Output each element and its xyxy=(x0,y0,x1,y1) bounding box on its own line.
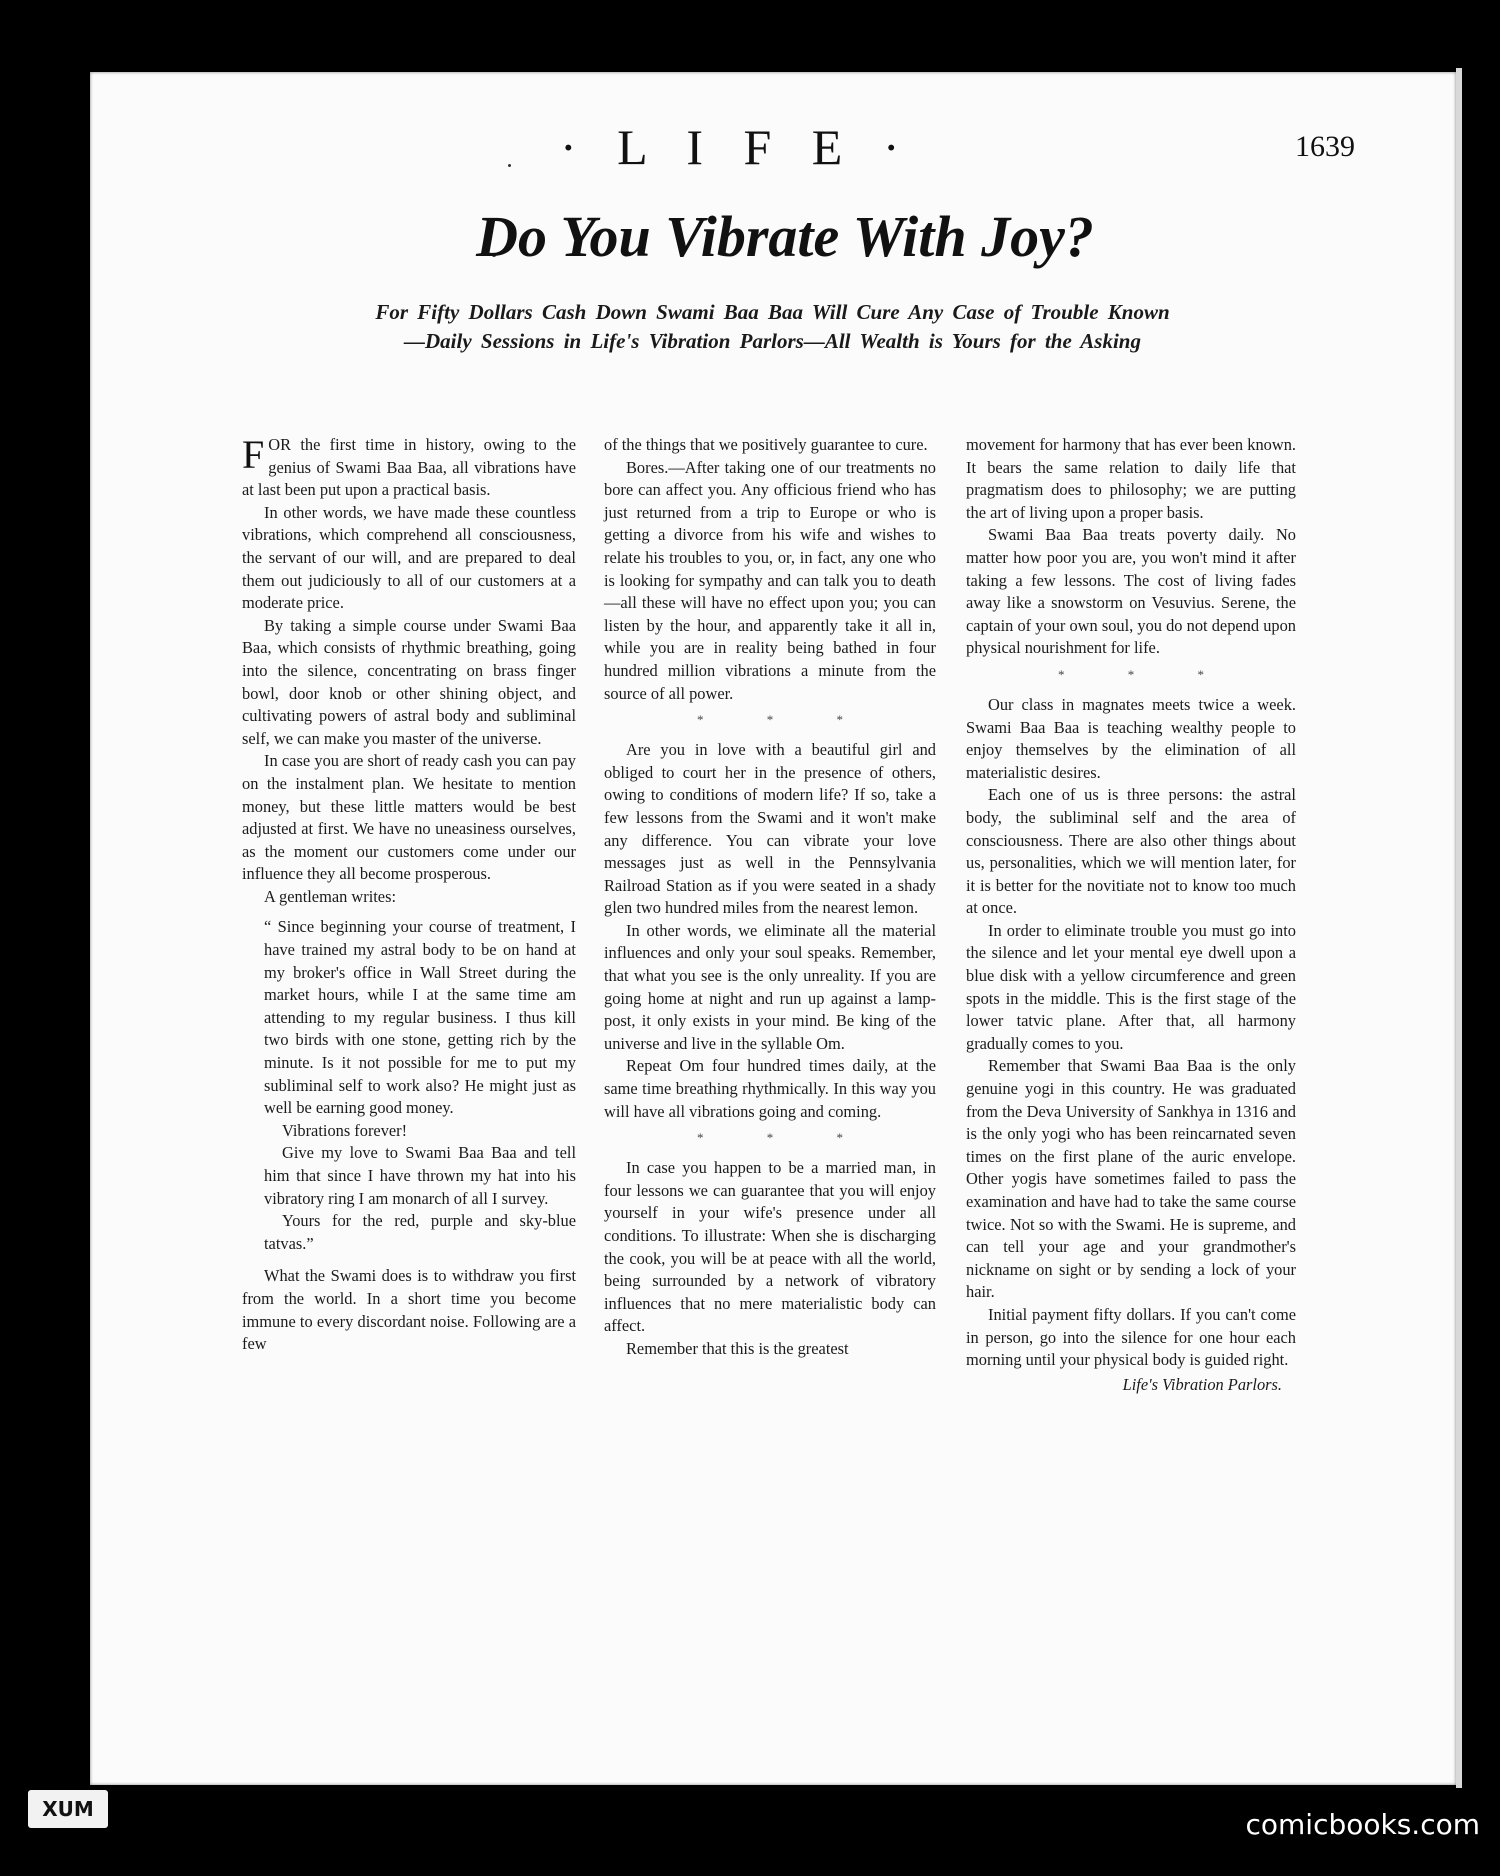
paragraph: Initial payment fifty dollars. If you can't come in person, go into the silence for one hour each morning until your physical body is guided right. xyxy=(966,1304,1296,1370)
paragraph: Bores.—After taking one of our treatments no bore can affect you. Any officious friend who has just returned from a trip to Europe or who is getting a divorce from his wife and wishes to relate his troubles to you, or, in fact, any one who is looking for sympathy and can talk you to death—all these will have no effect upon you; you can listen by the hour, and apparently take it all in, while you are in reality being bathed in four hundred million vibrations a minute from the source of all power. xyxy=(604,457,936,703)
paragraph: In other words, we have made these countless vibrations, which comprehend all consciousness, the servant of our will, and are prepared to deal them out judiciously to all of our customers at a moderate price. xyxy=(242,502,576,613)
paragraph: Are you in love with a beautiful girl and obliged to court her in the presence of others, owing to conditions of modern life? If so, take a few lessons from the Swami and it won't make any difference. You can vibrate your love messages just as well in the Pennsylvania Railroad Station as if you were seated in a shady glen two hundred miles from the nearest lemon. xyxy=(604,740,936,918)
article-headline: Do You Vibrate With Joy? xyxy=(476,204,1094,269)
paragraph: In order to eliminate trouble you must go into the silence and let your mental eye dwell upon a blue disk with a yellow circumference and green spots in the middle. This is the first stage of the lower tatvic plane. After that, all harmony gradually comes to you. xyxy=(966,920,1296,1053)
paragraph: Remember that this is the greatest xyxy=(626,1338,849,1358)
paragraph: Swami Baa Baa treats poverty daily. No matter how poor you are, you won't mind it after taking a few lessons. The cost of living fades away like a snowstorm on Vesuvius. Serene, the captain of your own soul, you do not depend upon physical nourishment for life. xyxy=(966,525,1296,658)
quote-paragraph: Yours for the red, purple and sky-blue tatvas.” xyxy=(264,1211,576,1253)
paragraph: of the things that we positively guarantee to cure. xyxy=(604,435,928,454)
paragraph: Remember that Swami Baa Baa is the only genuine yogi in this country. He was graduated from the Deva University of Sankhya in 1316 and is the only yogi who has been reincarnated seven times on the first plane of the auric envelope. Other yogis have sometimes failed to pass the examination and have had to take the same course twice. Not so with the Swami. He is supreme, and can tell your age and your grandmother's nickname on sight or by sending a lock of your hair. xyxy=(966,1056,1296,1302)
page-number: 1639 xyxy=(1295,130,1355,163)
article-subhead xyxy=(280,298,1265,356)
section-divider: * * * xyxy=(1058,666,1234,682)
page-edge xyxy=(1456,68,1462,1788)
paragraph: A gentleman writes: xyxy=(264,886,397,906)
paragraph: Each one of us is three persons: the astral body, the subliminal self and the area of consciousness. There are also other things about us, personalities, which we will mention later, for it is better for the novitiate not to know too much at once. xyxy=(966,785,1296,918)
paragraph-text: OR the first time in history, owing to the genius of Swami Baa Baa, all vibrations have at last been put upon a practical basis. xyxy=(242,435,576,500)
section-divider: * * * xyxy=(697,1130,873,1146)
paragraph: In case you happen to be a married man, in four lessons we can guarantee that you will enjoy yourself in your wife's presence under all conditions. To illustrate: When she is discharging the cook, you will be at peace with all the world, being surrounded by a network of vibratory influences that no mere materialistic body can affect. xyxy=(604,1158,936,1336)
letter-quote xyxy=(264,916,576,1255)
archive-tag: XUM xyxy=(28,1790,108,1828)
quote-paragraph: “ Since beginning your course of treatment, I have trained my astral body to be on hand at my broker's office in Wall Street during the market hours, while I at the same time am attending to my regular business. I thus kill two birds with one stone, getting rich by the minute. Is it not possible for me to put my subliminal self to work also? He might just as well be earning good money. xyxy=(264,917,576,1118)
ink-speck xyxy=(508,164,511,167)
subhead-line: For Fifty Dollars Cash Down Swami Baa Baa Will Cure Any Case of Trouble Known xyxy=(375,300,1170,324)
paragraph: In other words, we eliminate all the material influences and only your soul speaks. Remember, that what you see is the only unreality. If you are going home at night and run up against a lamp-post, it only exists in your mind. Be king of the universe and live in the syllable Om. xyxy=(604,920,936,1053)
article-column-3 xyxy=(966,434,1296,1396)
watermark: comicbooks.com xyxy=(1245,1808,1480,1841)
paragraph: movement for harmony that has ever been known. It bears the same relation to daily life that pragmatism does to philosophy; we are putting the art of living upon a proper basis. xyxy=(966,435,1296,522)
quote-paragraph: Vibrations forever! xyxy=(282,1120,408,1140)
paragraph: In case you are short of ready cash you can pay on the instalment plan. We hesitate to mention money, but these little matters would be best adjusted at first. We have no uneasiness ourselves, as the moment our customers come under our influence they all become prosperous. xyxy=(242,751,576,884)
paragraph: By taking a simple course under Swami Baa Baa, which consists of rhythmic breathing, going into the silence, concentrating on brass finger bowl, door knob or other shining object, and cultivating powers of astral body and subliminal self, we can make you master of the universe. xyxy=(242,615,576,748)
subhead-line: —Daily Sessions in Life's Vibration Parlors—All Wealth is Yours for the Asking xyxy=(404,329,1141,353)
paragraph: Our class in magnates meets twice a week. Swami Baa Baa is teaching wealthy people to enjoy themselves by the elimination of all materialistic desires. xyxy=(966,694,1296,782)
section-divider: * * * xyxy=(697,712,873,728)
paragraph: What the Swami does is to withdraw you first from the world. In a short time you become immune to every discordant noise. Following are a few xyxy=(242,1266,576,1354)
opening-paragraph xyxy=(242,434,576,502)
paragraph: Repeat Om four hundred times daily, at the same time breathing rhythmically. In this way you will have all vibrations going and coming. xyxy=(604,1056,936,1121)
masthead: · L I F E · xyxy=(560,119,914,175)
drop-cap: F xyxy=(242,432,265,477)
article-column-1 xyxy=(242,434,576,1356)
article-column-2 xyxy=(604,434,936,1361)
article-signature: Life's Vibration Parlors. xyxy=(1122,1374,1282,1394)
quote-paragraph: Give my love to Swami Baa Baa and tell him that since I have thrown my hat into his vibratory ring I am monarch of all I survey. xyxy=(264,1143,576,1208)
